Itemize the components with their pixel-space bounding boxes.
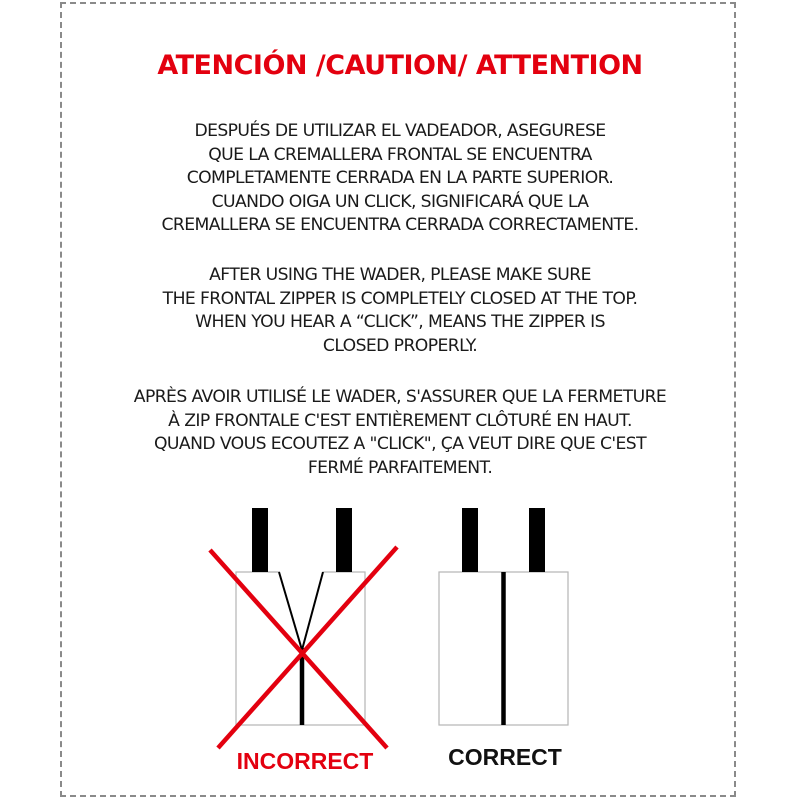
spanish-line: CUANDO OIGA UN CLICK, SIGNIFICARÁ QUE LA [211,191,589,212]
incorrect-label: INCORRECT [236,748,374,774]
french-line: FERMÉ PARFAITEMENT. [307,457,493,478]
spanish-line: COMPLETAMENTE CERRADA EN LA PARTE SUPERIOR. [186,168,614,188]
english-line: WHEN YOU HEAR A “CLICK”, MEANS THE ZIPPER IS [195,312,605,332]
correct-left-strap [462,508,478,572]
incorrect-left-strap [252,508,268,572]
french-line: QUAND VOUS ECOUTEZ A "CLICK", ÇA VEUT DIRE QUE C'EST [154,434,646,454]
english-line: AFTER USING THE WADER, PLEASE MAKE SURE [209,265,591,285]
correct-label: CORRECT [448,744,562,770]
french-line: APRÈS AVOIR UTILISÉ LE WADER, S'ASSURER QUE LA FERMETURE [133,387,667,407]
spanish-line: QUE LA CREMALLERA FRONTAL SE ENCUENTRA [208,144,592,165]
incorrect-zipper-diagram [210,508,397,748]
correct-zipper-diagram [439,508,568,725]
incorrect-right-strap [336,508,352,572]
english-line: CLOSED PROPERLY. [322,335,478,356]
spanish-line: CREMALLERA SE ENCUENTRA CERRADA CORRECTAMENTE. [161,215,639,235]
english-line: THE FRONTAL ZIPPER IS COMPLETELY CLOSED AT THE TOP. [162,288,638,309]
correct-right-strap [529,508,545,572]
caution-title: ATENCIÓN /CAUTION/ ATTENTION [157,50,643,81]
spanish-line: DESPUÉS DE UTILIZAR EL VADEADOR, ASEGURESE [194,121,606,141]
french-line: À ZIP FRONTALE C'EST ENTIÈREMENT CLÔTURÉ EN HAUT. [168,410,632,431]
